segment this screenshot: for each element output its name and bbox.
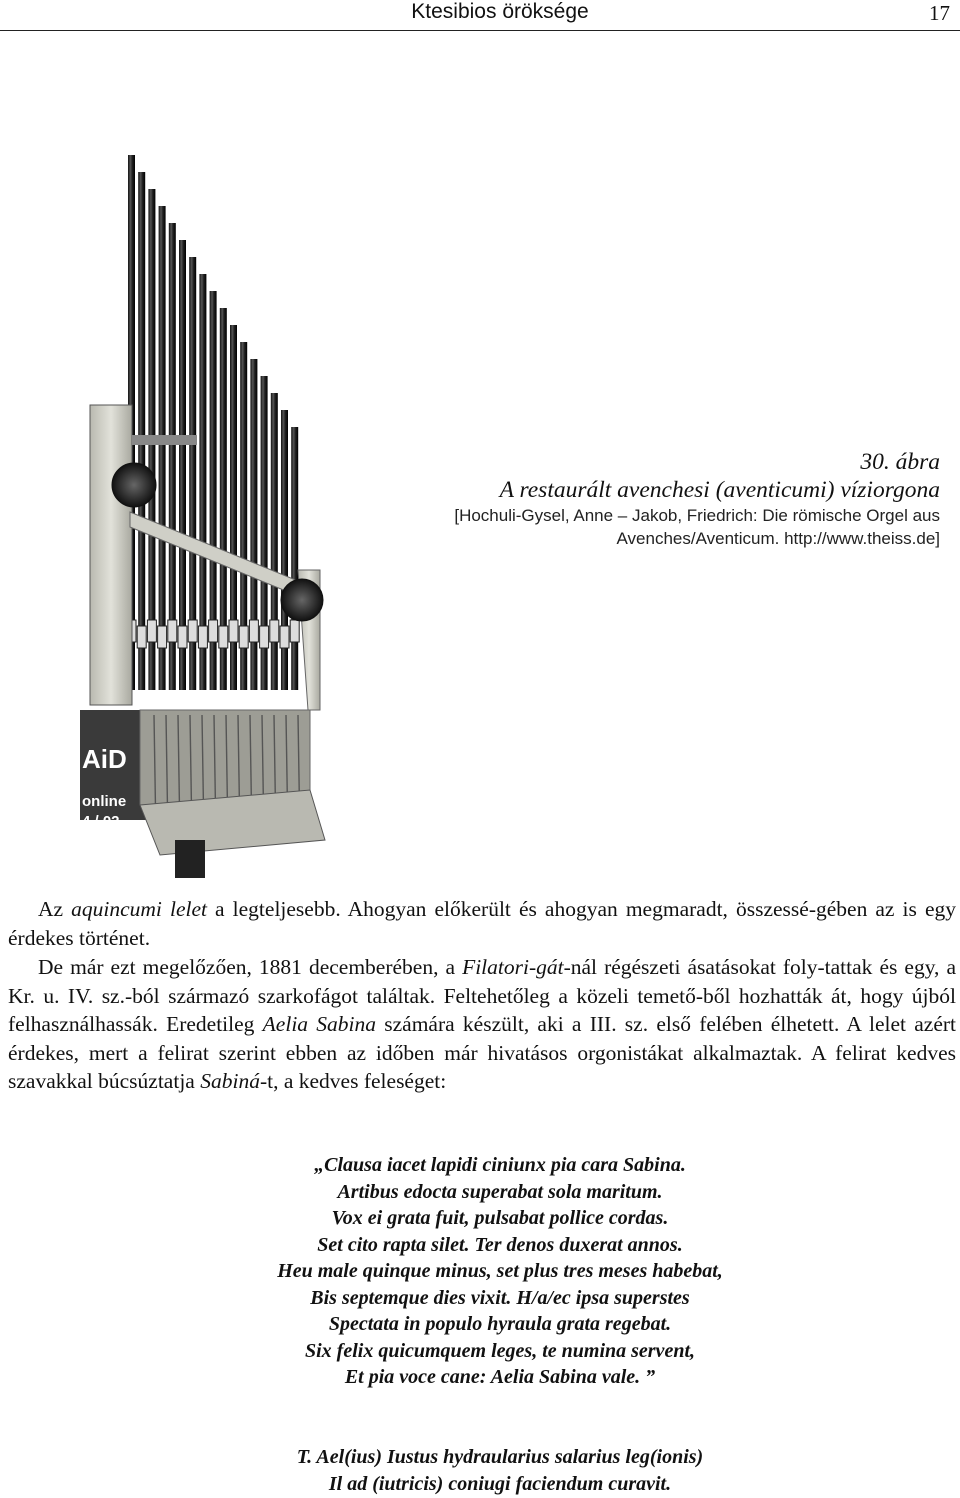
poem-line: Six felix quicumquem leges, te numina servent, xyxy=(304,1339,695,1362)
pipe-mouth xyxy=(158,626,167,648)
figure-source: [Hochuli-Gysel, Anne – Jakob, Friedrich: Die römische Orgel aus xyxy=(454,506,940,525)
pipe-mouth xyxy=(270,620,279,642)
page-number: 17 xyxy=(929,1,950,25)
text-run: De már ezt megelőzően, 1881 decemberében, a xyxy=(38,955,463,979)
poem-line: Set cito rapta silet. Ter denos duxerat annos. xyxy=(317,1233,683,1256)
text-run: -nál régészeti ásatásokat foly-tattak és egy, a Kr. u. IV. sz.-ból származó szarkofágot találtak. Feltehetőleg a közeli temető-ből hozhatták át, hogy újból felhasználhassák. Eredetileg xyxy=(8,955,956,1036)
emphasis: Sabiná xyxy=(200,1069,260,1093)
dedication-inscription xyxy=(0,1444,960,1498)
water-organ-illustration xyxy=(70,150,370,878)
page-header xyxy=(0,0,960,31)
pipe-mouth xyxy=(290,620,299,642)
poem-line: Bis septemque dies vixit. H/a/ec ipsa superstes xyxy=(310,1286,690,1309)
pipe-rank xyxy=(127,155,299,690)
paragraph-intro xyxy=(8,895,956,952)
poem-line: Vox ei grata fuit, pulsabat pollice cordas. xyxy=(331,1207,669,1229)
organ-pipe xyxy=(138,172,145,690)
pipe-mouth xyxy=(219,626,228,648)
figure-label: 30. ábra xyxy=(860,449,940,475)
inscription-line: Il ad (iutricis) coniugi faciendum curavit. xyxy=(328,1473,672,1495)
pipe-mouth xyxy=(198,626,207,648)
figure-source: Avenches/Aventicum. http://www.theiss.de] xyxy=(616,529,940,548)
text-run: Az xyxy=(38,897,72,921)
figure-caption xyxy=(420,448,940,550)
organ-pipe xyxy=(159,206,166,690)
pipe-mouth xyxy=(209,620,218,642)
pipe-mouth xyxy=(168,620,177,642)
figure-title: A restaurált avenchesi (aventicumi) víziorgona xyxy=(499,477,940,503)
pipe-mouth xyxy=(249,620,258,642)
pipe-mouth xyxy=(147,620,156,642)
running-title: Ktesibios öröksége xyxy=(411,0,589,23)
badge-aid: AiD xyxy=(82,744,127,774)
pipe-mouth xyxy=(260,626,269,648)
emphasis: Aelia Sabina xyxy=(262,1012,377,1036)
pipe-mouth xyxy=(137,626,146,648)
badge-issue: 4 / 02 xyxy=(82,813,120,830)
pipe-mouth xyxy=(178,626,187,648)
pipe-mouth xyxy=(239,626,248,648)
poem-line: „Clausa iacet lapidi ciniunx pia cara Sabina. xyxy=(314,1154,686,1176)
text-run: számára készült, aki a III. sz. első felében élhetett. A lelet azért érdekes, mert a felirat szerint ebben az időben már hivatásos orgonistákat alkalmaztak. A felirat kedves szavakkal búcsúztatja xyxy=(8,1012,956,1093)
poem-line: Et pia voce cane: Aelia Sabina vale. ” xyxy=(344,1366,656,1388)
epitaph-poem xyxy=(0,1152,960,1391)
emphasis: Filatori-gát xyxy=(462,955,564,979)
organ-pipe xyxy=(271,393,278,690)
pipe-mouth xyxy=(188,620,197,642)
organ-drawing xyxy=(70,150,370,878)
organ-pipe xyxy=(179,240,186,690)
text-run: -t, a kedves feleséget: xyxy=(259,1069,447,1093)
poem-line: Spectata in populo hyraula grata regebat. xyxy=(328,1313,672,1335)
poem-line: Artibus edocta superabat sola maritum. xyxy=(337,1180,663,1203)
pipe-mouth xyxy=(280,626,289,648)
emphasis: aquincumi lelet xyxy=(71,897,207,921)
inscription-line: T. Ael(ius) Iustus hydraularius salarius leg(ionis) xyxy=(296,1446,704,1468)
text-run: a legteljesebb. Ahogyan előkerült és ahogyan megmaradt, összessé-gében az is egy érdekes történet. xyxy=(8,897,956,950)
badge-online: online xyxy=(82,793,127,810)
paragraph-sarcophagus xyxy=(8,953,956,1096)
pipe-mouth xyxy=(229,620,238,642)
organ-pipe xyxy=(291,427,298,690)
poem-line: Heu male quinque minus, set plus tres meses habebat, xyxy=(277,1260,723,1282)
